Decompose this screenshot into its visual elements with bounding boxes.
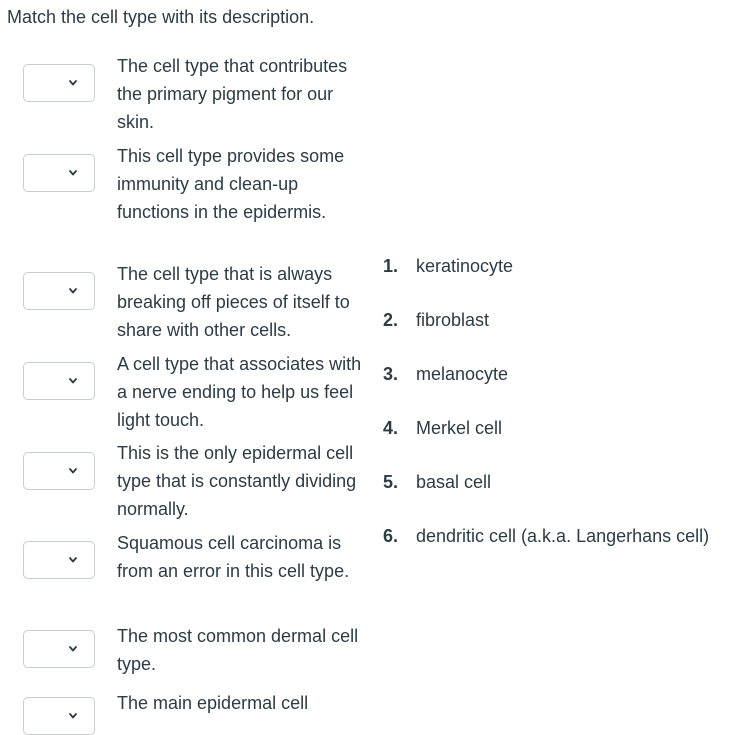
- answer-option: [383, 416, 502, 440]
- answer-option: [383, 470, 491, 494]
- chevron-down-icon: [66, 166, 80, 180]
- answer-number: 6.: [383, 526, 399, 546]
- match-description: The cell type that is always breaking off pieces of itself to share with other cells.: [117, 264, 350, 340]
- answer-select[interactable]: [23, 630, 95, 668]
- chevron-down-icon: [66, 374, 80, 388]
- question-prompt: Match the cell type with its description.: [7, 7, 315, 27]
- chevron-down-icon: [66, 464, 80, 478]
- answer-option: [383, 524, 709, 548]
- answer-label: keratinocyte: [416, 256, 514, 276]
- answer-label: basal cell: [416, 472, 492, 492]
- answer-number: 1.: [383, 256, 399, 276]
- match-description: The cell type that contributes the primary pigment for our skin.: [117, 56, 348, 132]
- answer-select[interactable]: [23, 697, 95, 735]
- answer-label: fibroblast: [416, 310, 490, 330]
- answer-option: [383, 362, 508, 386]
- answer-label: melanocyte: [416, 364, 509, 384]
- match-description: The most common dermal cell type.: [117, 626, 359, 674]
- answer-label: dendritic cell (a.k.a. Langerhans cell): [416, 526, 710, 546]
- answer-label: Merkel cell: [416, 418, 503, 438]
- chevron-down-icon: [66, 709, 80, 723]
- answer-select[interactable]: [23, 272, 95, 310]
- chevron-down-icon: [66, 76, 80, 90]
- match-description: This cell type provides some immunity and clean-up functions in the epidermis.: [117, 146, 345, 222]
- match-description: A cell type that associates with a nerve ending to help us feel light touch.: [117, 354, 362, 430]
- answer-option: [383, 308, 489, 332]
- answer-number: 3.: [383, 364, 399, 384]
- answer-number: 5.: [383, 472, 399, 492]
- answer-option: [383, 254, 513, 278]
- answer-select[interactable]: [23, 154, 95, 192]
- match-description: The main epidermal cell: [117, 693, 309, 713]
- answer-number: 2.: [383, 310, 399, 330]
- answer-select[interactable]: [23, 362, 95, 400]
- match-description: Squamous cell carcinoma is from an error in this cell type.: [117, 533, 350, 581]
- answer-select[interactable]: [23, 541, 95, 579]
- chevron-down-icon: [66, 642, 80, 656]
- answer-select[interactable]: [23, 452, 95, 490]
- answer-number: 4.: [383, 418, 399, 438]
- match-description: This is the only epidermal cell type that is constantly dividing normally.: [117, 443, 357, 519]
- chevron-down-icon: [66, 553, 80, 567]
- chevron-down-icon: [66, 284, 80, 298]
- answer-select[interactable]: [23, 64, 95, 102]
